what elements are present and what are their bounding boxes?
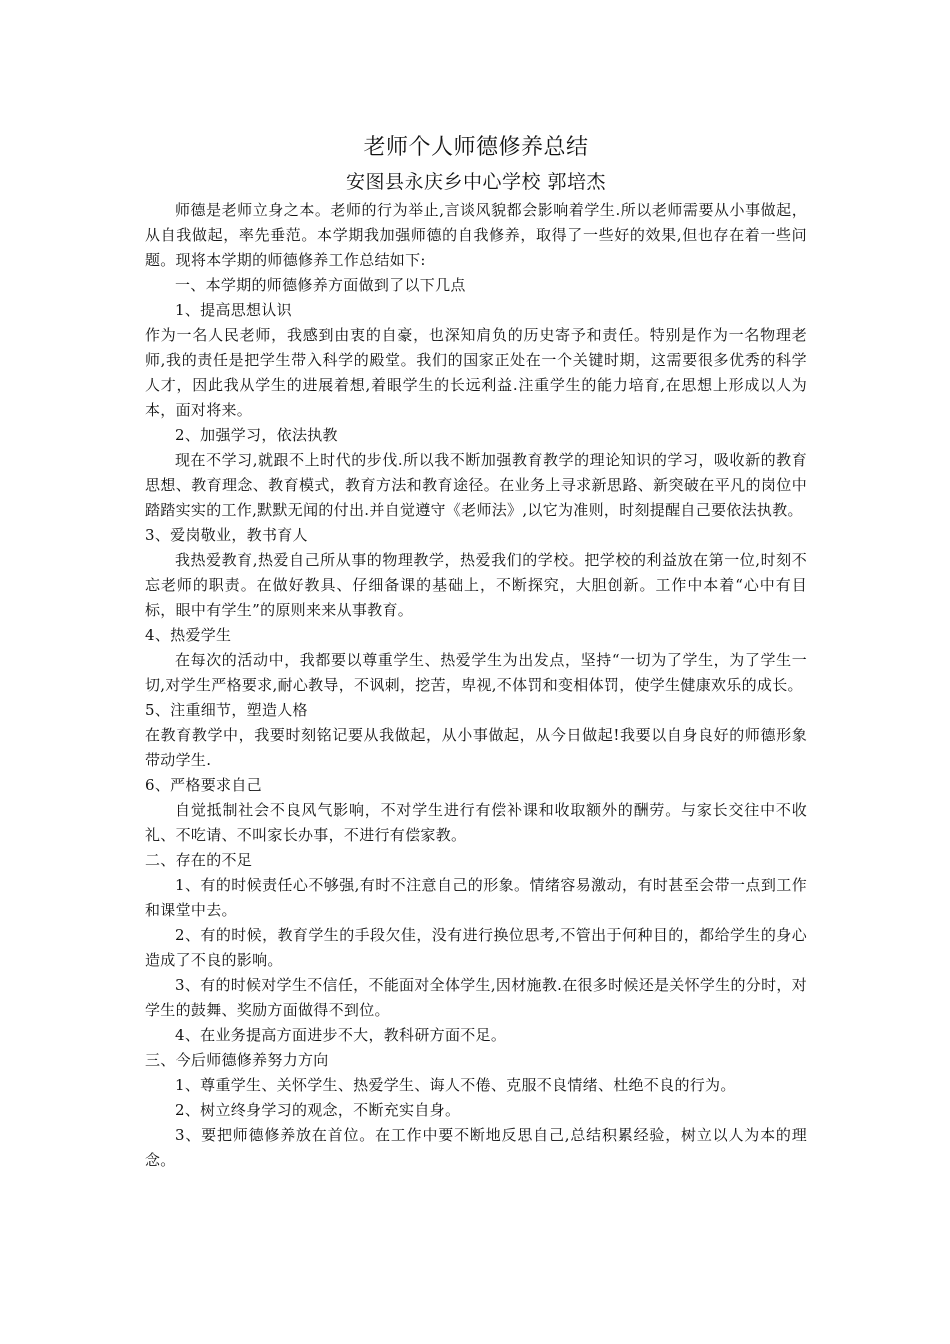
paragraph: 6、严格要求自己 xyxy=(145,776,262,794)
paragraph: 一、本学期的师德修养方面做到了以下几点 xyxy=(175,276,466,294)
paragraph: 在教育教学中，我要时刻铭记要从我做起，从小事做起，从今日做起!我要以自身良好的师德形象带动学生. xyxy=(145,726,807,769)
paragraph: 4、在业务提高方面进步不大，教科研方面不足。 xyxy=(175,1026,507,1044)
paragraph: 现在不学习,就跟不上时代的步伐.所以我不断加强教育教学的理论知识的学习，吸收新的教育思想、教育理念、教育模式，教育方法和教育途径。在业务上寻求新思路、新突破在平凡的岗位中踏踏实实的工作,默默无闻的付出.并自觉遵守《老师法》,以它为准则，时刻提醒自己要依法执教。 xyxy=(145,451,807,519)
paragraph: 作为一名人民老师，我感到由衷的自豪，也深知肩负的历史寄予和责任。特别是作为一名物理老师,我的责任是把学生带入科学的殿堂。我们的国家正处在一个关键时期，这需要很多优秀的科学人才，因此我从学生的进展着想,着眼学生的长远利益.注重学生的能力培育,在思想上形成以人为本，面对将来。 xyxy=(145,326,807,419)
paragraph: 我热爱教育,热爱自己所从事的物理教学，热爱我们的学校。把学校的利益放在第一位,时刻不忘老师的职责。在做好教具、仔细备课的基础上，不断探究，大胆创新。工作中本着“心中有目标，眼中有学生”的原则来来从事教育。 xyxy=(145,551,807,619)
paragraph: 自觉抵制社会不良风气影响，不对学生进行有偿补课和收取额外的酬劳。与家长交往中不收礼、不吃请、不叫家长办事，不进行有偿家教。 xyxy=(145,801,807,844)
paragraph: 4、热爱学生 xyxy=(145,626,232,644)
document-page xyxy=(145,130,807,1173)
paragraph: 5、注重细节，塑造人格 xyxy=(145,701,308,719)
document-title: 老师个人师德修养总结 xyxy=(363,135,589,160)
paragraph: 二、存在的不足 xyxy=(145,851,253,869)
paragraph: 2、加强学习，依法执教 xyxy=(175,426,338,444)
paragraph: 1、有的时候责任心不够强,有时不注意自己的形象。情绪容易激动，有时甚至会带一点到工作和课堂中去。 xyxy=(145,876,807,919)
paragraph: 三、今后师德修养努力方向 xyxy=(145,1051,329,1069)
document-subtitle: 安图县永庆乡中心学校 郭培杰 xyxy=(345,171,607,193)
paragraph: 1、尊重学生、关怀学生、热爱学生、诲人不倦、克服不良情绪、杜绝不良的行为。 xyxy=(175,1076,736,1094)
paragraph: 3、爱岗敬业，教书育人 xyxy=(145,526,308,544)
paragraph: 在每次的活动中，我都要以尊重学生、热爱学生为出发点，坚持“一切为了学生，为了学生一切,对学生严格要求,耐心教导，不讽刺，挖苦，卑视,不体罚和变相体罚，使学生健康欢乐的成长。 xyxy=(145,651,807,694)
paragraph: 1、提高思想认识 xyxy=(175,301,292,319)
paragraph: 3、要把师德修养放在首位。在工作中要不断地反思自己,总结积累经验，树立以人为本的理念。 xyxy=(145,1126,807,1169)
paragraph: 3、有的时候对学生不信任，不能面对全体学生,因材施教.在很多时候还是关怀学生的分时，对学生的鼓舞、奖励方面做得不到位。 xyxy=(145,976,807,1019)
paragraph: 2、有的时候，教育学生的手段欠佳，没有进行换位思考,不管出于何种目的，都给学生的身心造成了不良的影响。 xyxy=(145,926,807,969)
document-body xyxy=(145,198,807,1173)
paragraph: 师德是老师立身之本。老师的行为举止,言谈风貌都会影响着学生.所以老师需要从小事做起，从自我做起，率先垂范。本学期我加强师德的自我修养，取得了一些好的效果,但也存在着一些问题。现将本学期的师德修养工作总结如下: xyxy=(145,201,807,269)
paragraph: 2、树立终身学习的观念，不断充实自身。 xyxy=(175,1101,461,1119)
